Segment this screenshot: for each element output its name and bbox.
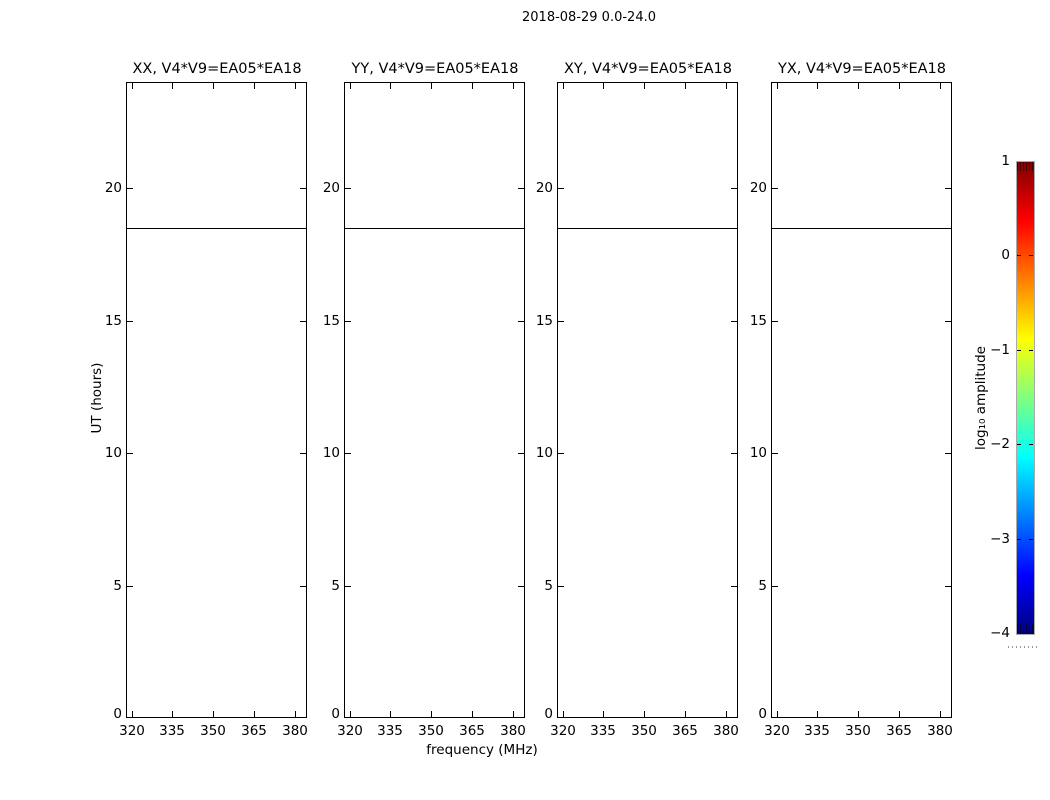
y-tick-mark: [558, 188, 564, 189]
colorbar-tick-mark: [1017, 350, 1021, 351]
x-tick-mark: [777, 711, 778, 717]
y-tick-label: 10: [749, 445, 767, 461]
subplot-XX-axes: [126, 82, 307, 718]
x-tick-label: 350: [418, 723, 444, 739]
y-tick-mark: [558, 586, 564, 587]
y-tick-label: 0: [758, 706, 767, 722]
x-tick-mark: [390, 711, 391, 717]
x-tick-mark: [899, 83, 900, 89]
subplot-YY-axes: [344, 82, 525, 718]
x-tick-label: 320: [119, 723, 145, 739]
x-tick-mark: [172, 83, 173, 89]
x-tick-label: 350: [631, 723, 657, 739]
subplot-XY-axes: [557, 82, 738, 718]
colorbar: [1016, 161, 1035, 635]
x-tick-mark: [817, 711, 818, 717]
x-tick-mark: [777, 83, 778, 89]
ut-line-XX: [127, 228, 306, 229]
y-tick-mark: [772, 586, 778, 587]
y-tick-label: 5: [331, 578, 340, 594]
x-tick-label: 350: [200, 723, 226, 739]
y-tick-label: 15: [322, 313, 340, 329]
x-tick-label: 365: [459, 723, 485, 739]
colorbar-label: log₁₀ amplitude: [973, 346, 989, 450]
y-tick-label: 0: [331, 706, 340, 722]
colorbar-tick-mark: [1017, 444, 1021, 445]
y-tick-mark: [345, 586, 351, 587]
y-tick-label: 20: [322, 180, 340, 196]
x-tick-mark: [563, 83, 564, 89]
y-tick-mark: [127, 188, 133, 189]
y-tick-mark: [300, 586, 306, 587]
y-tick-mark: [127, 586, 133, 587]
y-tick-label: 0: [544, 706, 553, 722]
colorbar-tick-mark: [1017, 539, 1021, 540]
x-tick-mark: [858, 83, 859, 89]
y-tick-mark: [945, 188, 951, 189]
x-tick-mark: [603, 83, 604, 89]
x-tick-mark: [350, 711, 351, 717]
x-tick-label: 380: [927, 723, 953, 739]
y-tick-mark: [731, 453, 737, 454]
x-tick-label: 320: [550, 723, 576, 739]
y-tick-label: 20: [535, 180, 553, 196]
x-tick-mark: [431, 83, 432, 89]
x-tick-mark: [940, 83, 941, 89]
x-tick-mark: [858, 711, 859, 717]
x-tick-mark: [513, 83, 514, 89]
colorbar-tick-label: 0: [1001, 247, 1010, 263]
y-tick-label: 5: [113, 578, 122, 594]
y-tick-label: 5: [544, 578, 553, 594]
x-tick-mark: [213, 83, 214, 89]
x-tick-mark: [644, 711, 645, 717]
y-tick-mark: [300, 453, 306, 454]
y-tick-label: 20: [749, 180, 767, 196]
y-tick-mark: [518, 586, 524, 587]
x-tick-label: 335: [377, 723, 403, 739]
subplot-title-YY: YY, V4*V9=EA05*EA18: [351, 61, 519, 77]
colorbar-tick-mark: [1029, 444, 1033, 445]
y-tick-label: 10: [535, 445, 553, 461]
y-tick-label: 0: [113, 706, 122, 722]
x-tick-mark: [472, 83, 473, 89]
x-tick-mark: [254, 83, 255, 89]
y-tick-label: 20: [104, 180, 122, 196]
ut-line-YY: [345, 228, 524, 229]
colorbar-bottom-hatch: [1017, 624, 1034, 633]
y-tick-mark: [300, 188, 306, 189]
y-tick-mark: [731, 321, 737, 322]
subplot-title-XX: XX, V4*V9=EA05*EA18: [132, 61, 302, 77]
x-tick-mark: [726, 711, 727, 717]
y-tick-mark: [127, 321, 133, 322]
y-tick-mark: [772, 321, 778, 322]
y-tick-label: 5: [758, 578, 767, 594]
colorbar-tick-mark: [1029, 539, 1033, 540]
x-tick-mark: [817, 83, 818, 89]
x-tick-mark: [685, 83, 686, 89]
colorbar-dotted-edge: [1008, 646, 1038, 648]
x-tick-mark: [899, 711, 900, 717]
y-tick-mark: [518, 453, 524, 454]
y-tick-mark: [945, 586, 951, 587]
ut-line-YX: [772, 228, 951, 229]
x-tick-label: 380: [713, 723, 739, 739]
y-tick-mark: [945, 453, 951, 454]
y-tick-mark: [731, 188, 737, 189]
x-tick-mark: [132, 83, 133, 89]
x-tick-label: 365: [241, 723, 267, 739]
x-tick-label: 320: [337, 723, 363, 739]
x-tick-mark: [431, 711, 432, 717]
y-tick-mark: [345, 321, 351, 322]
subplot-title-YX: YX, V4*V9=EA05*EA18: [777, 61, 947, 77]
colorbar-tick-label: −2: [990, 436, 1010, 452]
colorbar-tick-mark: [1029, 350, 1033, 351]
x-tick-mark: [563, 711, 564, 717]
x-tick-mark: [603, 711, 604, 717]
x-tick-mark: [254, 711, 255, 717]
x-tick-mark: [172, 711, 173, 717]
colorbar-tick-mark: [1017, 255, 1021, 256]
x-tick-mark: [726, 83, 727, 89]
x-tick-mark: [472, 711, 473, 717]
colorbar-tick-label: −1: [990, 342, 1010, 358]
y-tick-label: 15: [104, 313, 122, 329]
x-tick-label: 335: [804, 723, 830, 739]
y-tick-label: 15: [749, 313, 767, 329]
colorbar-tick-mark: [1029, 255, 1033, 256]
y-tick-mark: [772, 453, 778, 454]
y-tick-mark: [945, 321, 951, 322]
y-tick-mark: [731, 586, 737, 587]
x-tick-label: 365: [672, 723, 698, 739]
x-tick-mark: [390, 83, 391, 89]
y-tick-mark: [558, 321, 564, 322]
y-tick-label: 10: [322, 445, 340, 461]
x-tick-label: 380: [282, 723, 308, 739]
y-tick-mark: [127, 453, 133, 454]
x-tick-mark: [295, 83, 296, 89]
x-tick-mark: [513, 711, 514, 717]
colorbar-tick-label: −3: [990, 531, 1010, 547]
x-tick-mark: [295, 711, 296, 717]
x-tick-mark: [350, 83, 351, 89]
y-tick-label: 10: [104, 445, 122, 461]
y-axis-label: UT (hours): [89, 362, 105, 434]
x-axis-label: frequency (MHz): [426, 742, 538, 758]
x-tick-label: 365: [886, 723, 912, 739]
x-tick-label: 350: [845, 723, 871, 739]
ut-line-XY: [558, 228, 737, 229]
x-tick-label: 320: [764, 723, 790, 739]
colorbar-top-hatch: [1017, 162, 1034, 171]
x-tick-label: 335: [159, 723, 185, 739]
x-tick-mark: [940, 711, 941, 717]
y-tick-mark: [558, 453, 564, 454]
figure-title: 2018-08-29 0.0-24.0: [522, 10, 656, 25]
y-tick-mark: [518, 321, 524, 322]
x-tick-label: 380: [500, 723, 526, 739]
colorbar-tick-label: 1: [1001, 153, 1010, 169]
colorbar-tick-label: −4: [990, 625, 1010, 641]
subplot-title-XY: XY, V4*V9=EA05*EA18: [563, 61, 733, 77]
y-tick-mark: [518, 188, 524, 189]
x-tick-mark: [644, 83, 645, 89]
x-tick-mark: [213, 711, 214, 717]
y-tick-mark: [300, 321, 306, 322]
x-tick-mark: [685, 711, 686, 717]
y-tick-mark: [772, 188, 778, 189]
y-tick-mark: [345, 453, 351, 454]
y-tick-label: 15: [535, 313, 553, 329]
x-tick-mark: [132, 711, 133, 717]
y-tick-mark: [345, 188, 351, 189]
subplot-YX-axes: [771, 82, 952, 718]
x-tick-label: 335: [590, 723, 616, 739]
